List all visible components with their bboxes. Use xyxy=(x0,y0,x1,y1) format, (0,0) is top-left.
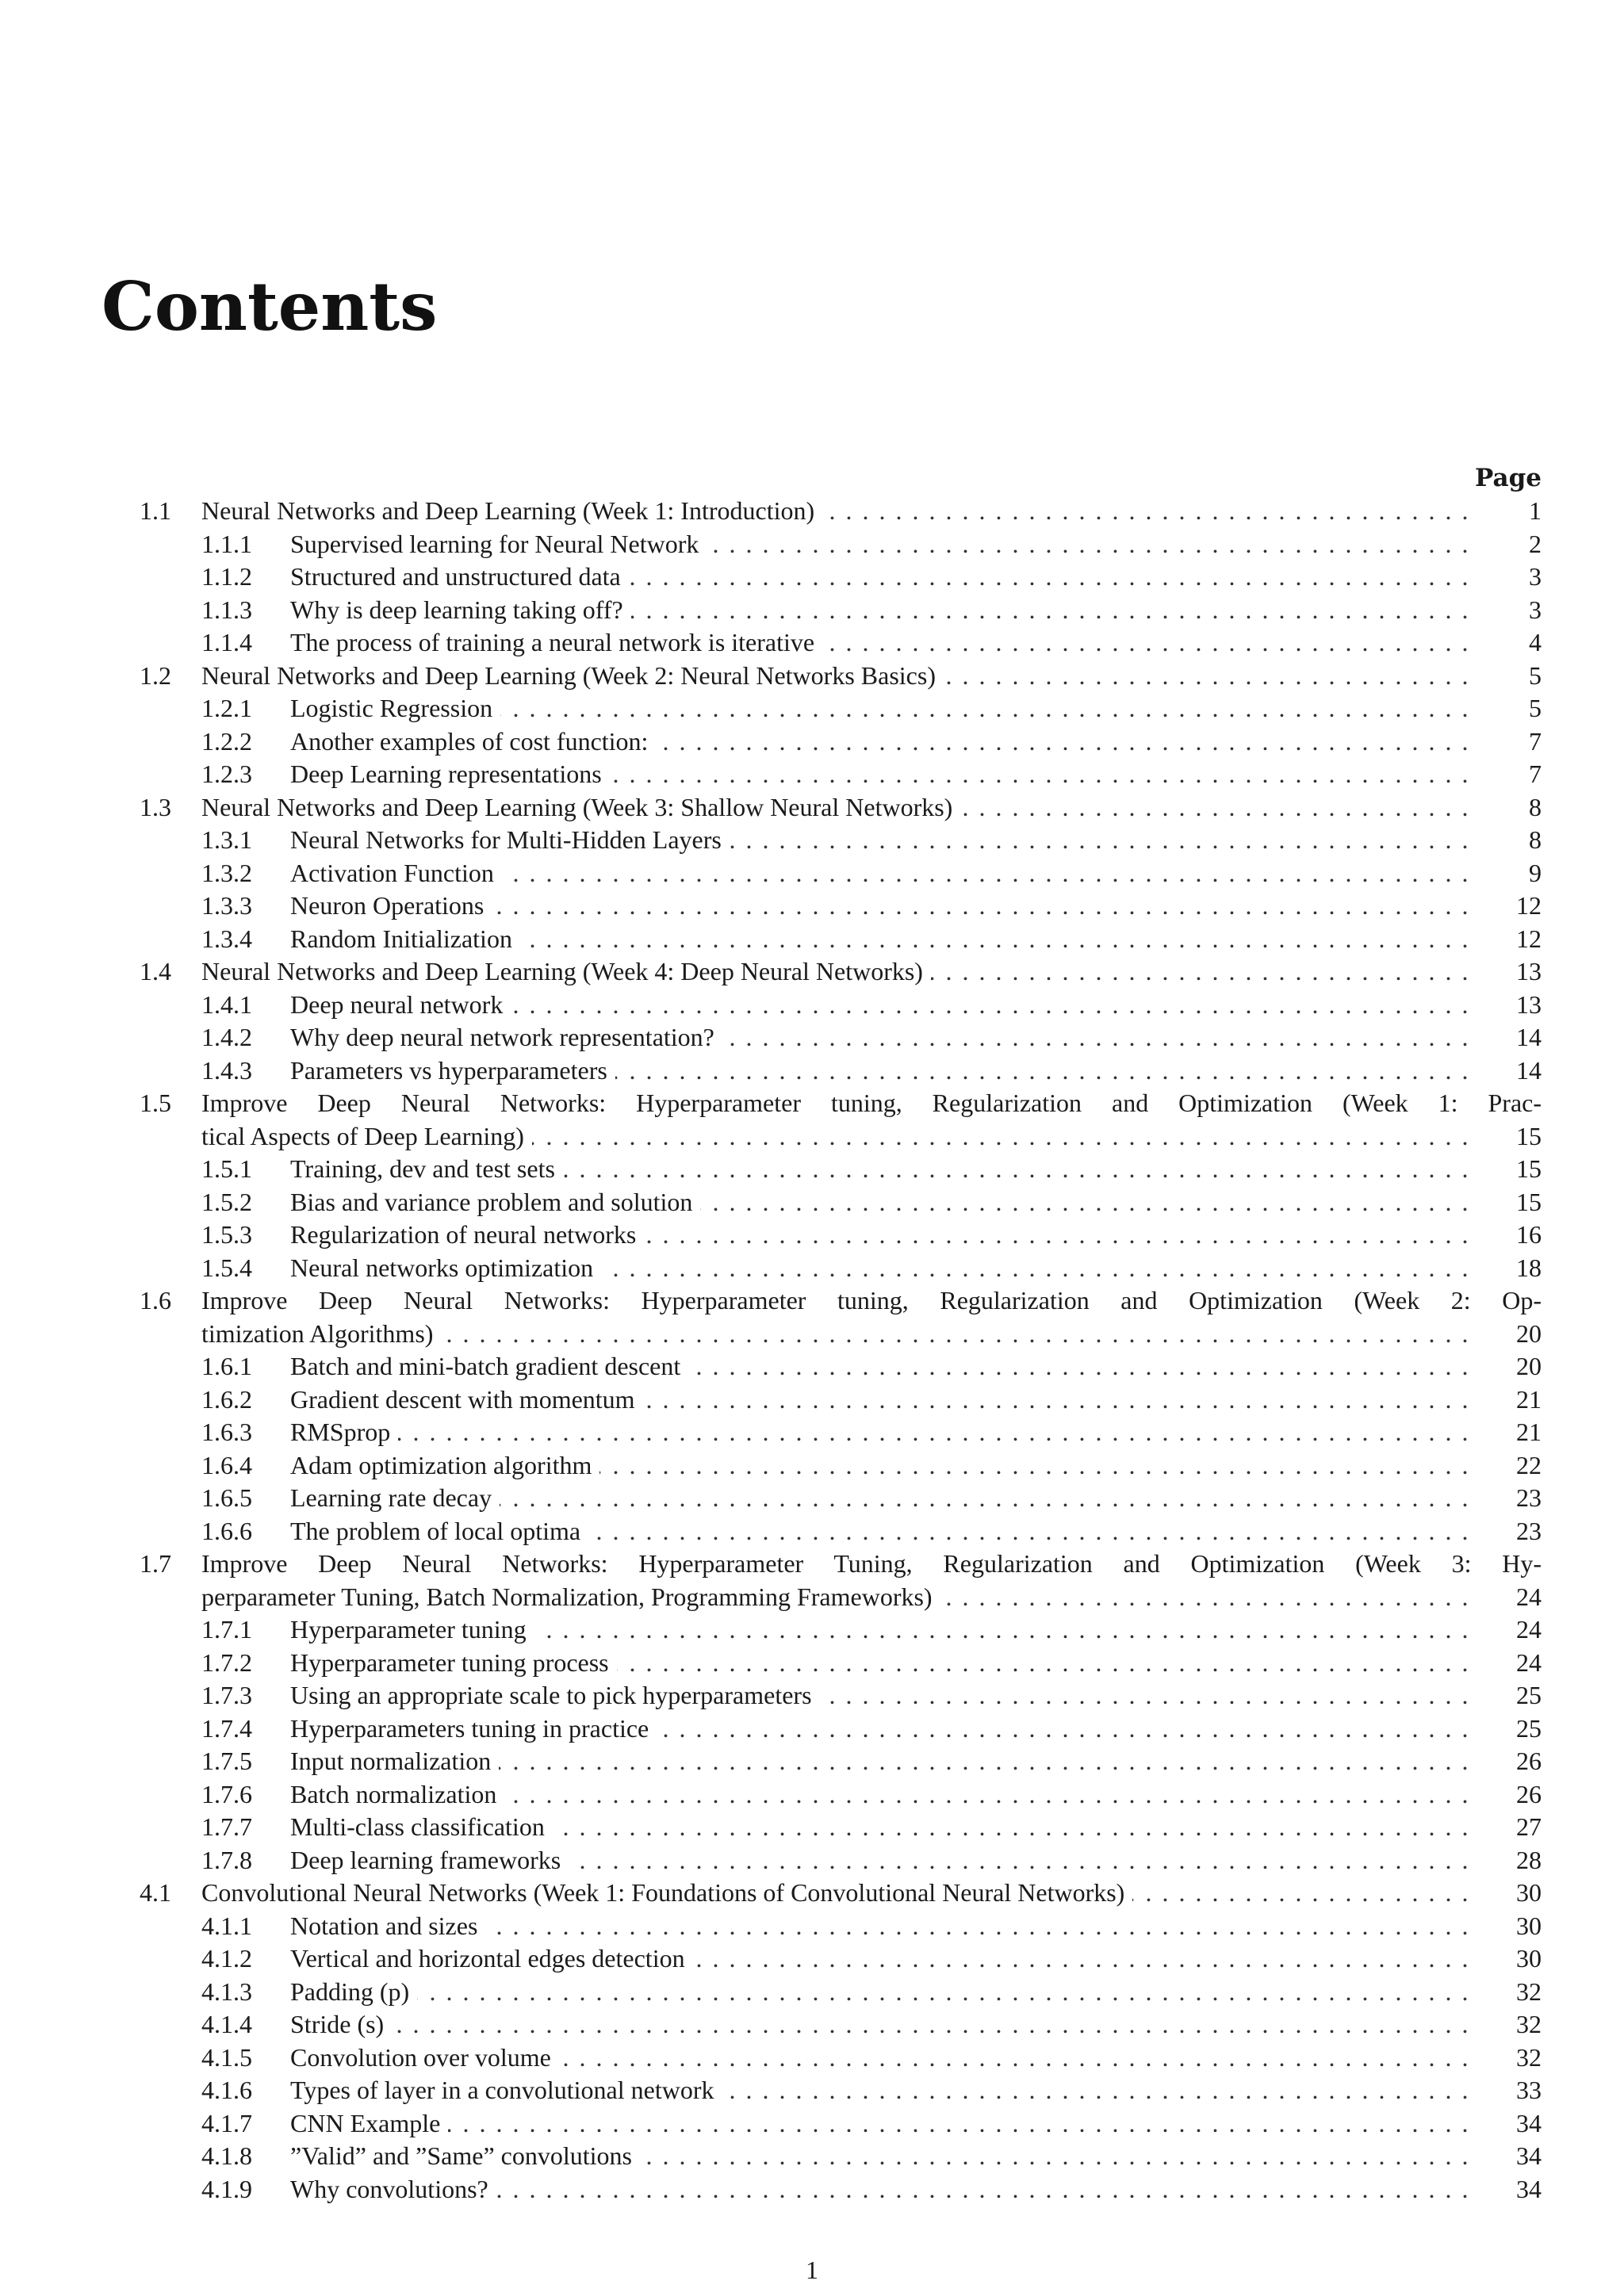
toc-entry[interactable] xyxy=(140,1515,1542,1548)
toc-entry-number: 1.6 xyxy=(140,1286,171,1314)
toc-entry[interactable] xyxy=(140,1054,1542,1088)
toc-entry-number: 1.5.1 xyxy=(201,1154,252,1183)
toc-entry-number: 1.2.1 xyxy=(201,694,252,722)
toc-entry-leader xyxy=(290,626,1470,660)
toc-entry-page: 20 xyxy=(1516,1352,1542,1380)
toc-entry-number: 1.2.3 xyxy=(201,760,252,788)
toc-entry-number: 1.6.1 xyxy=(201,1352,252,1380)
toc-entry-title: Why is deep learning taking off? xyxy=(290,595,631,624)
toc-entry-leader xyxy=(290,1811,1470,1844)
toc-entry-leader xyxy=(290,890,1470,923)
toc-entry-leader xyxy=(290,561,1470,594)
toc-entry-leader xyxy=(290,1613,1470,1647)
toc-entry[interactable] xyxy=(140,989,1542,1022)
toc-entry-title: Convolutional Neural Networks (Week 1: Foundations of Convolutional Neural Networks) xyxy=(201,1878,1132,1907)
toc-entry-title: Learning rate decay xyxy=(290,1483,500,1512)
toc-entry-page: 5 xyxy=(1529,694,1542,722)
toc-entry-title: Deep Learning representations xyxy=(290,760,610,788)
page-column-label: Page xyxy=(1475,464,1542,492)
toc-entry-leader xyxy=(290,1186,1470,1219)
toc-entry-page: 15 xyxy=(1516,1154,1542,1183)
toc-entry-leader xyxy=(290,1844,1470,1877)
toc-entry-title: Notation and sizes xyxy=(290,1911,485,1940)
toc-entry-number: 1.4.2 xyxy=(201,1023,252,1051)
toc-entry-leader xyxy=(290,2008,1470,2042)
toc-entry-page: 22 xyxy=(1516,1450,1542,1479)
toc-entry-number: 1.7 xyxy=(140,1549,171,1578)
toc-entry[interactable] xyxy=(140,1647,1542,1680)
toc-entry-title: Random Initialization xyxy=(290,924,520,953)
toc-entry-number: 1.7.5 xyxy=(201,1747,252,1775)
toc-entry-leader xyxy=(290,1350,1470,1383)
page-title: Contents xyxy=(102,267,438,346)
toc-entry-title: Supervised learning for Neural Network xyxy=(290,530,707,558)
toc-entry[interactable] xyxy=(140,1186,1542,1219)
toc-entry-title: Why deep neural network representation? xyxy=(290,1023,722,1051)
toc-entry-title: The problem of local optima xyxy=(290,1517,588,1545)
toc-entry-number: 1.7.4 xyxy=(201,1713,252,1743)
toc-entry-leader xyxy=(290,1021,1470,1054)
toc-entry-page: 18 xyxy=(1516,1253,1542,1282)
toc-entry-leader xyxy=(201,955,1470,989)
toc-entry-page: 7 xyxy=(1529,760,1542,788)
toc-entry-number: 1.5.3 xyxy=(201,1220,252,1249)
toc-entry-leader xyxy=(290,1054,1470,1088)
toc-entry-page: 1 xyxy=(1529,496,1542,525)
toc-entry-number: 1.1 xyxy=(140,496,171,525)
toc-entry-number: 4.1.2 xyxy=(201,1944,252,1973)
toc-entry-leader xyxy=(290,1252,1470,1285)
toc-entry-page: 34 xyxy=(1516,2108,1542,2137)
toc-entry-leader xyxy=(290,1383,1470,1417)
toc-entry-page: 30 xyxy=(1516,1911,1542,1940)
toc-entry-leader xyxy=(290,1679,1470,1712)
toc-entry-leader xyxy=(201,1120,1470,1154)
toc-entry-page: 34 xyxy=(1516,2141,1542,2170)
toc-entry[interactable] xyxy=(140,2074,1542,2107)
toc-entry-title: Multi-class classification xyxy=(290,1812,553,1841)
toc-entry-title: Input normalization xyxy=(290,1747,499,1775)
toc-entry-title: Neural Networks and Deep Learning (Week 1: Introduction) xyxy=(201,496,822,525)
toc-entry-number: 1.2 xyxy=(140,660,171,690)
toc-entry-title: Convolution over volume xyxy=(290,2043,559,2072)
toc-entry-title: Gradient descent with momentum xyxy=(290,1385,643,1414)
toc-entry-leader xyxy=(290,857,1470,890)
toc-entry-number: 1.7.8 xyxy=(201,1845,252,1874)
toc-entry[interactable] xyxy=(140,1252,1542,1285)
toc-entry-leader xyxy=(290,1416,1470,1449)
toc-entry-title: Adam optimization algorithm xyxy=(290,1451,599,1479)
toc-entry-number: 1.4 xyxy=(140,957,171,985)
toc-entry-title: perparameter Tuning, Batch Normalization, Programming Frameworks) xyxy=(201,1582,940,1611)
toc-entry-page: 32 xyxy=(1516,1976,1542,2006)
toc-entry[interactable] xyxy=(140,1219,1542,1252)
toc-entry-number: 4.1.9 xyxy=(201,2174,252,2203)
toc-entry-number: 1.7.1 xyxy=(201,1615,252,1644)
toc-entry-number: 1.5.2 xyxy=(201,1187,252,1216)
toc-entry[interactable] xyxy=(140,1778,1542,1812)
toc-entry-leader xyxy=(290,725,1470,759)
toc-entry-number: 1.4.3 xyxy=(201,1055,252,1085)
toc-entry-page: 33 xyxy=(1516,2076,1542,2104)
table-of-contents xyxy=(140,495,1542,2206)
toc-entry-title: Hyperparameters tuning in practice xyxy=(290,1714,657,1743)
toc-entry-leader xyxy=(290,1942,1470,1976)
toc-entry-number: 1.7.3 xyxy=(201,1681,252,1709)
toc-entry-leader xyxy=(290,989,1470,1022)
toc-entry-number: 4.1.3 xyxy=(201,1976,252,2006)
toc-entry[interactable] xyxy=(140,1087,1542,1153)
toc-entry[interactable] xyxy=(140,725,1542,759)
toc-entry-page: 15 xyxy=(1516,1187,1542,1216)
toc-entry-number: 1.4.1 xyxy=(201,989,252,1019)
toc-entry-page: 9 xyxy=(1529,858,1542,887)
toc-entry-title: Training, dev and test sets xyxy=(290,1154,563,1183)
toc-entry-number: 1.3 xyxy=(140,792,171,821)
toc-entry-number: 1.1.1 xyxy=(201,529,252,558)
toc-entry[interactable] xyxy=(140,1449,1542,1483)
toc-entry-leader xyxy=(290,1515,1470,1548)
toc-entry[interactable] xyxy=(140,2042,1542,2075)
toc-entry-leader xyxy=(290,1449,1470,1483)
toc-entry-page: 24 xyxy=(1516,1647,1542,1677)
toc-entry-page: 21 xyxy=(1516,1418,1542,1446)
toc-entry[interactable] xyxy=(140,955,1542,989)
toc-entry[interactable] xyxy=(140,1712,1542,1746)
toc-entry-title: The process of training a neural network is iterative xyxy=(290,628,822,656)
toc-entry[interactable] xyxy=(140,495,1542,528)
toc-entry-title: Regularization of neural networks xyxy=(290,1220,644,1249)
toc-entry[interactable] xyxy=(140,2140,1542,2173)
toc-entry-page: 16 xyxy=(1516,1220,1542,1249)
toc-entry-number: 4.1.5 xyxy=(201,2042,252,2072)
toc-entry[interactable] xyxy=(140,1548,1542,1613)
toc-entry-page: 32 xyxy=(1516,2010,1542,2038)
toc-entry-page: 34 xyxy=(1516,2174,1542,2203)
toc-entry-number: 1.2.2 xyxy=(201,726,252,756)
toc-entry-title: Bias and variance problem and solution xyxy=(290,1188,700,1216)
toc-entry-title: Neural networks optimization xyxy=(290,1253,601,1282)
toc-entry-leader xyxy=(290,824,1470,857)
toc-entry-page: 21 xyxy=(1516,1384,1542,1414)
toc-entry-title: ”Valid” and ”Same” convolutions xyxy=(290,2141,640,2170)
toc-entry-title-line1: Improve Deep Neural Networks: Hyperparameter Tuning, Regularization and Optimization (Week 3: Hy- xyxy=(201,1549,1542,1578)
toc-entry-leader xyxy=(290,2042,1470,2075)
toc-entry-leader xyxy=(201,495,1470,528)
toc-entry-number: 1.3.2 xyxy=(201,858,252,887)
toc-entry-leader xyxy=(290,1219,1470,1252)
toc-entry-page: 14 xyxy=(1516,1023,1542,1051)
toc-entry-page: 24 xyxy=(1516,1615,1542,1644)
toc-entry-number: 1.1.2 xyxy=(201,562,252,591)
toc-entry-number: 4.1.4 xyxy=(201,2010,252,2038)
toc-entry-leader xyxy=(290,1910,1470,1943)
toc-entry[interactable] xyxy=(140,1416,1542,1449)
toc-entry-number: 4.1.1 xyxy=(201,1911,252,1940)
toc-entry-title: Neural Networks and Deep Learning (Week 2: Neural Networks Basics) xyxy=(201,661,944,690)
toc-entry-title: Neural Networks for Multi-Hidden Layers xyxy=(290,825,730,854)
toc-entry[interactable] xyxy=(140,528,1542,561)
toc-entry[interactable] xyxy=(140,1745,1542,1778)
toc-entry-title: Activation Function xyxy=(290,859,502,887)
toc-entry-page: 13 xyxy=(1516,989,1542,1019)
toc-entry-number: 1.6.2 xyxy=(201,1384,252,1414)
toc-entry-leader xyxy=(290,1712,1470,1746)
toc-entry-page: 20 xyxy=(1516,1318,1542,1348)
toc-entry-leader xyxy=(290,692,1470,725)
toc-entry-leader xyxy=(290,1482,1470,1515)
toc-entry[interactable] xyxy=(140,1811,1542,1844)
toc-entry-page: 3 xyxy=(1529,595,1542,624)
toc-entry-leader xyxy=(201,1318,1470,1351)
toc-entry-title: tical Aspects of Deep Learning) xyxy=(201,1122,532,1150)
footer-page-number: 1 xyxy=(806,2256,818,2284)
toc-entry-title: Structured and unstructured data xyxy=(290,562,629,591)
toc-entry-leader xyxy=(290,528,1470,561)
toc-entry-page: 8 xyxy=(1529,825,1542,854)
toc-entry[interactable] xyxy=(140,1844,1542,1877)
toc-entry-leader xyxy=(290,2140,1470,2173)
toc-entry-title: Deep neural network xyxy=(290,990,511,1019)
toc-entry[interactable] xyxy=(140,1679,1542,1712)
toc-entry[interactable] xyxy=(140,1877,1542,1910)
toc-entry-number: 1.3.4 xyxy=(201,924,252,953)
toc-entry-title: Another examples of cost function: xyxy=(290,727,656,756)
toc-entry-title: RMSprop xyxy=(290,1418,398,1446)
toc-entry-leader xyxy=(290,1647,1470,1680)
toc-entry-leader xyxy=(290,1745,1470,1778)
toc-entry-page: 15 xyxy=(1516,1121,1542,1150)
toc-entry[interactable] xyxy=(140,2008,1542,2042)
toc-entry-number: 4.1.8 xyxy=(201,2141,252,2170)
toc-entry-leader xyxy=(290,1153,1470,1186)
toc-entry-leader xyxy=(201,1581,1470,1614)
toc-entry[interactable] xyxy=(140,1383,1542,1417)
toc-entry-title: Hyperparameter tuning process xyxy=(290,1648,617,1677)
toc-entry[interactable] xyxy=(140,660,1542,693)
toc-entry-leader xyxy=(201,1877,1470,1910)
toc-entry-leader xyxy=(290,1778,1470,1812)
toc-entry-number: 1.5.4 xyxy=(201,1253,252,1282)
toc-entry[interactable] xyxy=(140,890,1542,923)
toc-entry[interactable] xyxy=(140,1350,1542,1383)
toc-entry-leader xyxy=(290,2173,1470,2206)
toc-entry-title: Logistic Regression xyxy=(290,694,500,722)
toc-entry-title: Why convolutions? xyxy=(290,2175,496,2203)
toc-entry-page: 3 xyxy=(1529,562,1542,591)
toc-entry-title: Types of layer in a convolutional network xyxy=(290,2076,722,2104)
toc-entry-title: Using an appropriate scale to pick hyperparameters xyxy=(290,1681,820,1709)
toc-entry-leader xyxy=(290,1976,1470,2009)
toc-entry-number: 4.1.7 xyxy=(201,2108,252,2137)
toc-entry[interactable] xyxy=(140,692,1542,725)
toc-entry[interactable] xyxy=(140,594,1542,627)
toc-entry-title-line1: Improve Deep Neural Networks: Hyperparameter tuning, Regularization and Optimization (Week 1: Prac- xyxy=(201,1089,1542,1117)
toc-entry-page: 14 xyxy=(1516,1055,1542,1085)
toc-entry-number: 1.1.3 xyxy=(201,595,252,624)
toc-entry-title: Hyperparameter tuning xyxy=(290,1615,534,1644)
toc-entry-page: 30 xyxy=(1516,1944,1542,1973)
toc-entry[interactable] xyxy=(140,857,1542,890)
toc-entry[interactable] xyxy=(140,1021,1542,1054)
toc-entry-title-line1: Improve Deep Neural Networks: Hyperparameter tuning, Regularization and Optimization (Week 2: Op- xyxy=(201,1286,1542,1314)
toc-entry-page: 12 xyxy=(1516,891,1542,920)
toc-entry-title: Batch and mini-batch gradient descent xyxy=(290,1352,688,1380)
toc-entry-page: 23 xyxy=(1516,1483,1542,1512)
toc-entry-title: Padding (p) xyxy=(290,1977,417,2006)
toc-entry-page: 27 xyxy=(1516,1812,1542,1841)
toc-entry-page: 25 xyxy=(1516,1681,1542,1709)
toc-entry-leader xyxy=(290,923,1470,956)
toc-entry[interactable] xyxy=(140,1482,1542,1515)
toc-entry-number: 4.1 xyxy=(140,1878,171,1907)
toc-entry-page: 24 xyxy=(1516,1582,1542,1611)
toc-entry-page: 13 xyxy=(1516,957,1542,985)
toc-entry-title: Neural Networks and Deep Learning (Week 4: Deep Neural Networks) xyxy=(201,957,931,985)
toc-entry-number: 1.1.4 xyxy=(201,628,252,656)
toc-entry-number: 1.5 xyxy=(140,1089,171,1117)
toc-entry-page: 4 xyxy=(1529,628,1542,656)
toc-entry[interactable] xyxy=(140,2107,1542,2141)
toc-entry-title: CNN Example xyxy=(290,2109,448,2137)
toc-entry-number: 1.3.3 xyxy=(201,891,252,920)
toc-entry[interactable] xyxy=(140,1153,1542,1186)
toc-entry[interactable] xyxy=(140,2173,1542,2206)
toc-entry[interactable] xyxy=(140,1910,1542,1943)
toc-entry-page: 30 xyxy=(1516,1878,1542,1907)
toc-entry[interactable] xyxy=(140,923,1542,956)
toc-entry-leader xyxy=(290,2074,1470,2107)
toc-entry-title: Parameters vs hyperparameters xyxy=(290,1056,615,1085)
toc-entry-title: timization Algorithms) xyxy=(201,1319,441,1348)
toc-entry-number: 1.3.1 xyxy=(201,825,252,854)
toc-entry-leader xyxy=(201,660,1470,693)
toc-entry[interactable] xyxy=(140,1976,1542,2009)
toc-entry-number: 1.7.6 xyxy=(201,1779,252,1808)
toc-entry-number: 1.7.2 xyxy=(201,1647,252,1677)
toc-entry[interactable] xyxy=(140,626,1542,660)
toc-entry-page: 26 xyxy=(1516,1747,1542,1775)
toc-entry-title: Deep learning frameworks xyxy=(290,1846,569,1874)
toc-entry[interactable] xyxy=(140,791,1542,825)
toc-entry-title: Neuron Operations xyxy=(290,891,492,920)
toc-entry-page: 8 xyxy=(1529,792,1542,821)
toc-entry-number: 1.7.7 xyxy=(201,1812,252,1841)
toc-entry-page: 23 xyxy=(1516,1516,1542,1545)
toc-entry-page: 28 xyxy=(1516,1845,1542,1874)
toc-entry-page: 7 xyxy=(1529,726,1542,756)
toc-entry[interactable] xyxy=(140,561,1542,594)
toc-entry-title: Neural Networks and Deep Learning (Week 3: Shallow Neural Networks) xyxy=(201,793,960,821)
toc-entry-number: 1.6.5 xyxy=(201,1483,252,1512)
toc-entry-number: 1.6.3 xyxy=(201,1418,252,1446)
toc-entry-number: 4.1.6 xyxy=(201,2076,252,2104)
toc-entry[interactable] xyxy=(140,758,1542,791)
toc-entry-title: Stride (s) xyxy=(290,2010,392,2038)
toc-entry-leader xyxy=(290,594,1470,627)
toc-entry-leader xyxy=(290,2107,1470,2141)
toc-entry-leader xyxy=(201,791,1470,825)
toc-entry-page: 26 xyxy=(1516,1779,1542,1808)
toc-entry[interactable] xyxy=(140,1284,1542,1350)
toc-entry[interactable] xyxy=(140,1942,1542,1976)
toc-entry-leader xyxy=(290,758,1470,791)
toc-entry-number: 1.6.4 xyxy=(201,1450,252,1479)
toc-entry-page: 2 xyxy=(1529,529,1542,558)
toc-entry-number: 1.6.6 xyxy=(201,1516,252,1545)
toc-entry[interactable] xyxy=(140,824,1542,857)
toc-entry[interactable] xyxy=(140,1613,1542,1647)
toc-entry-page: 12 xyxy=(1516,924,1542,953)
toc-entry-title: Vertical and horizontal edges detection xyxy=(290,1944,693,1973)
toc-entry-page: 32 xyxy=(1516,2042,1542,2072)
toc-entry-title: Batch normalization xyxy=(290,1780,504,1808)
toc-entry-page: 25 xyxy=(1516,1713,1542,1743)
toc-entry-page: 5 xyxy=(1529,660,1542,690)
